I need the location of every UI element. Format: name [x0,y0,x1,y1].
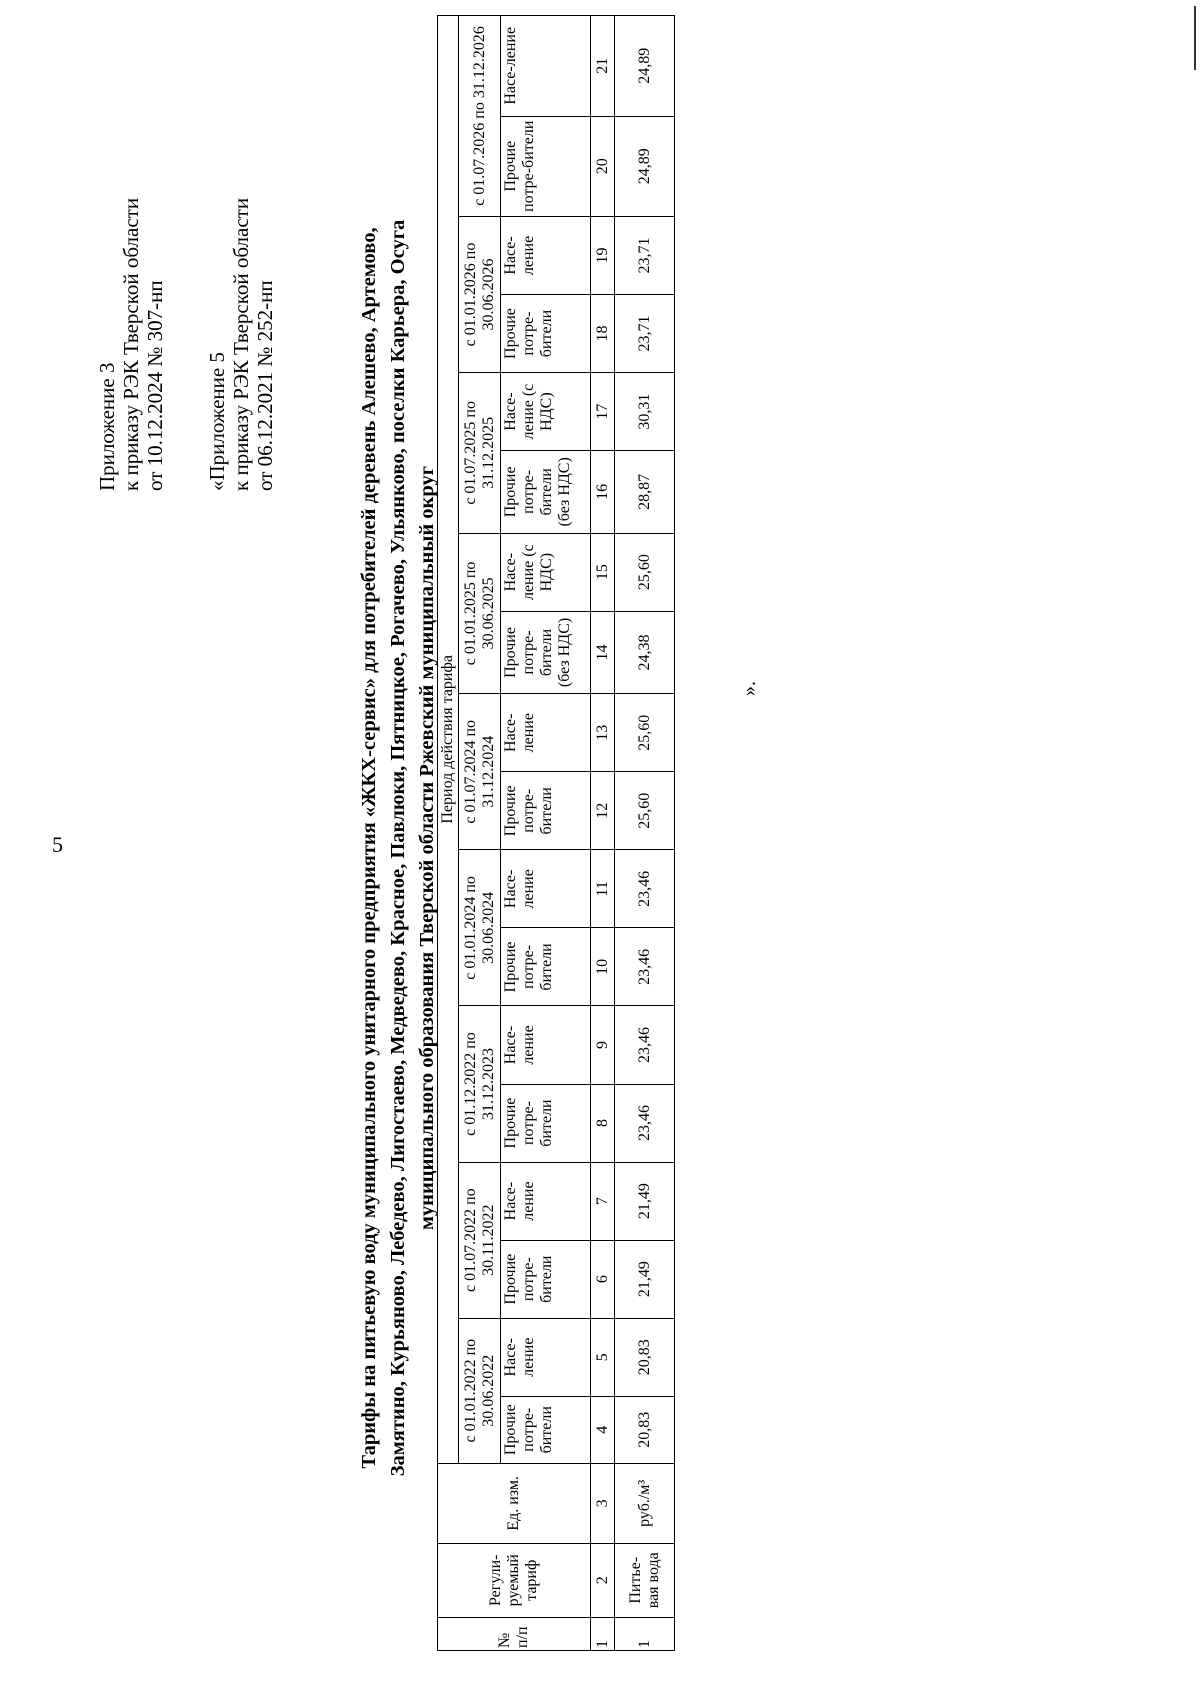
column-number: 12 [591,772,615,850]
tariff-value: 20,83 [615,1318,675,1396]
consumer-header: Насе-ление [501,1162,591,1240]
annex-5-line-1: «Приложение 5 [205,352,229,491]
consumer-header: Прочие потре-бители [501,294,591,372]
tariff-value: 21,49 [615,1162,675,1240]
unit-cell: руб./м³ [615,1463,675,1543]
period-header: с 01.01.2026 по 30.06.2026 [459,216,501,372]
column-number: 1 [591,1617,615,1650]
consumer-header: Прочие потре-бители (без НДС) [501,451,591,534]
period-header: с 01.12.2022 по 31.12.2023 [459,1006,501,1162]
tariff-value: 24,89 [615,16,675,117]
consumer-header: Прочие потре-бители [501,1084,591,1162]
column-number: 21 [591,16,615,117]
header-unit: Ед. изм. [438,1463,591,1543]
column-number: 5 [591,1318,615,1396]
header-tariff: Регули-руемый тариф [438,1543,591,1617]
consumer-header: Насе-ление [501,216,591,294]
closing-quote: ». [738,681,760,696]
consumer-header: Насе-ление [501,1318,591,1396]
column-number: 6 [591,1240,615,1318]
annex-5-line-3: от 06.12.2021 № 252-нп [253,280,277,491]
tariff-value: 23,46 [615,1006,675,1084]
tariff-value: 24,89 [615,116,675,216]
consumer-header: Прочие потре-бители [501,116,591,216]
annex-3-line-3: от 10.12.2024 № 307-нп [143,280,167,491]
header-number: № п/п [438,1617,591,1650]
column-number: 15 [591,533,615,611]
consumer-header: Насе-ление [501,694,591,772]
title-line-2: Замятино, Курьяново, Лебедево, Лигостаево, Медведево, Красное, Павлюки, Пятницкое, Рогачево, Ульянково, поселки Карьера, Осуга [387,219,409,1477]
tariff-value: 24,38 [615,611,675,694]
annex-5-line-2: к приказу РЭК Тверской области [229,197,253,491]
tariff-value: 23,71 [615,216,675,294]
page-number: 5 [52,832,63,857]
column-number: 18 [591,294,615,372]
period-header: с 01.07.2025 по 31.12.2025 [459,373,501,534]
tariff-value: 23,46 [615,850,675,928]
annex-5-reference [205,198,277,491]
consumer-header: Насе-ление (с НДС) [501,373,591,451]
period-header: с 01.07.2024 по 31.12.2024 [459,694,501,850]
numbering-row [591,16,615,1651]
consumer-header: Прочие потре-бители [501,772,591,850]
column-number: 19 [591,216,615,294]
consumer-header: Прочие потре-бители [501,1240,591,1318]
consumer-header: Насе-ление (с НДС) [501,533,591,611]
column-number: 16 [591,451,615,534]
column-number: 20 [591,116,615,216]
annex-3-reference [95,198,167,491]
period-header: с 01.01.2022 по 30.06.2022 [459,1318,501,1463]
tariff-value: 25,60 [615,694,675,772]
tariff-value: 25,60 [615,533,675,611]
period-header: с 01.07.2022 по 30.11.2022 [459,1162,501,1318]
tariff-table [437,15,675,1651]
title-line-3: муниципального образования Тверской области Ржевский муниципальный округ [416,465,438,1231]
tariff-value: 23,71 [615,294,675,372]
tariff-value: 25,60 [615,772,675,850]
column-number: 14 [591,611,615,694]
column-number: 8 [591,1084,615,1162]
consumer-header: Прочие потре-бители [501,928,591,1006]
document-title [355,0,442,1696]
tariff-name: Питье-вая вода [615,1543,675,1617]
table-row [615,16,675,1651]
consumer-header: Прочие потре-бители (без НДС) [501,611,591,694]
annex-3-line-2: к приказу РЭК Тверской области [119,197,143,491]
period-header: с 01.01.2024 по 30.06.2024 [459,850,501,1006]
column-number: 2 [591,1543,615,1617]
column-number: 11 [591,850,615,928]
consumer-header: Прочие потре-бители [501,1396,591,1463]
column-number: 9 [591,1006,615,1084]
annex-3-line-1: Приложение 3 [95,362,119,491]
consumer-header: Насе-ление [501,850,591,928]
tariff-value: 30,31 [615,373,675,451]
header-period: Период действия тарифа [438,16,459,1464]
title-line-1: Тарифы на питьевую воду муниципального унитарного предприятия «ЖКХ-сервис» для потребителей деревень Алешево, Артемово, [358,227,380,1469]
column-number: 13 [591,694,615,772]
column-number: 4 [591,1396,615,1463]
column-number: 10 [591,928,615,1006]
consumer-header: Насе-ление [501,16,591,117]
period-header: с 01.01.2025 по 30.06.2025 [459,533,501,694]
consumer-header: Насе-ление [501,1006,591,1084]
tariff-value: 23,46 [615,928,675,1006]
column-number: 3 [591,1463,615,1543]
row-number: 1 [615,1617,675,1650]
tariff-value: 21,49 [615,1240,675,1318]
tariff-value: 28,87 [615,451,675,534]
column-number: 7 [591,1162,615,1240]
tariff-value: 23,46 [615,1084,675,1162]
period-header: с 01.07.2026 по 31.12.2026 [459,16,501,217]
tariff-value: 20,83 [615,1396,675,1463]
column-number: 17 [591,373,615,451]
